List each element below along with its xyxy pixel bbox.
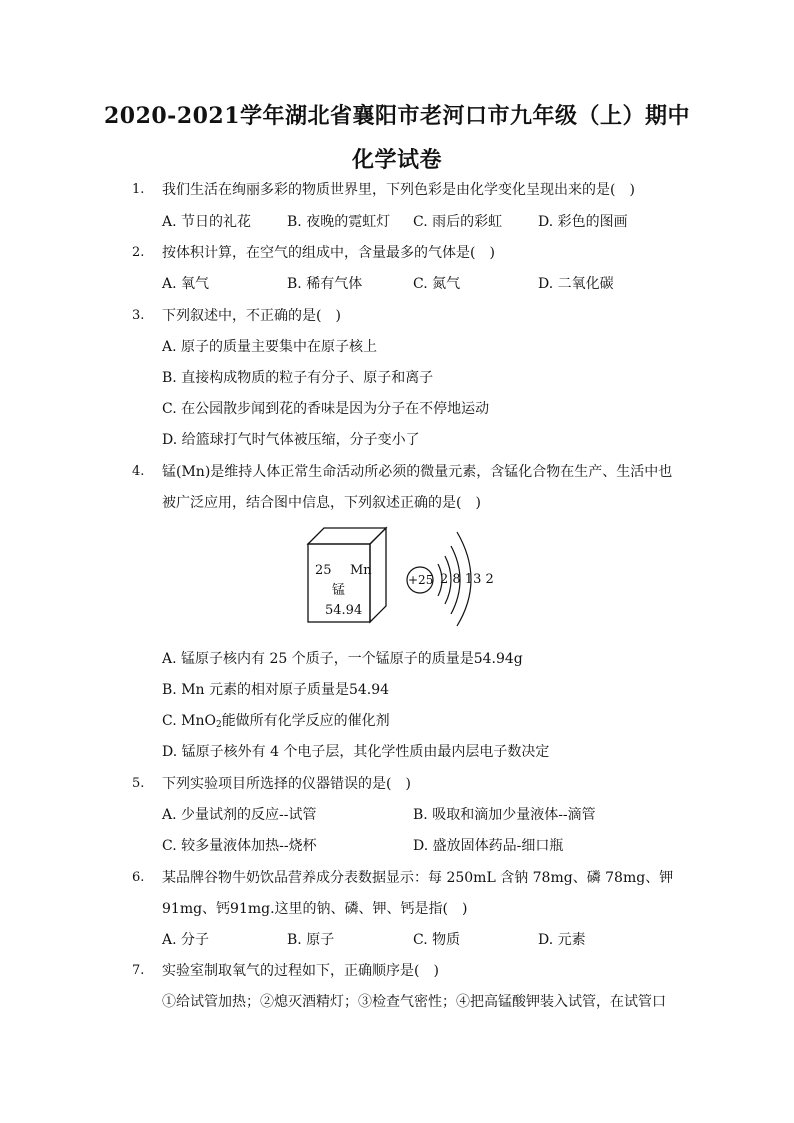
element-name: 锰 bbox=[332, 583, 346, 598]
question-number: 7. bbox=[132, 963, 145, 978]
question-number: 2. bbox=[132, 245, 145, 260]
question-text-line1: 锰(Mn)是维持人体正常生命活动所必须的微量元素，含锰化合物在生产、生活中也 bbox=[162, 464, 673, 480]
option-b: B. 直接构成物质的粒子有分子、原子和离子 bbox=[162, 370, 434, 386]
nucleus-charge: +25 bbox=[408, 573, 434, 587]
electron-counts: 2 8 13 2 bbox=[440, 572, 494, 587]
option-d: D. 给篮球打气时气体被压缩，分子变小了 bbox=[162, 432, 420, 448]
option-a: A. 锰原子核内有 25 个质子，一个锰原子的质量是54.94g bbox=[162, 651, 523, 667]
page-subtitle: 化学试卷 bbox=[351, 147, 442, 173]
question-number: 3. bbox=[132, 308, 145, 323]
atomic-mass: 54.94 bbox=[325, 603, 363, 618]
option-d: D. 锰原子核外有 4 个电子层，其化学性质由最内层电子数决定 bbox=[162, 744, 550, 760]
option-c: C. 物质 bbox=[413, 932, 461, 948]
option-d: D. 盛放固体药品-细口瓶 bbox=[413, 838, 564, 854]
option-d: D. 二氧化碳 bbox=[538, 276, 614, 292]
question-text: 我们生活在绚丽多彩的物质世界里，下列色彩是由化学变化呈现出来的是( ) bbox=[162, 182, 635, 198]
question-number: 5. bbox=[132, 776, 145, 791]
question-text-line1: 某品牌谷物牛奶饮品营养成分表数据显示：每 250mL 含钠 78mg、磷 78mg、钾 bbox=[162, 870, 674, 886]
option-b: B. Mn 元素的相对原子质量是54.94 bbox=[162, 682, 390, 698]
option-b: B. 稀有气体 bbox=[287, 276, 363, 292]
page-title: 2020-2021学年湖北省襄阳市老河口市九年级（上）期中 bbox=[103, 103, 691, 129]
option-d: D. 彩色的图画 bbox=[538, 214, 628, 230]
option-a: A. 少量试剂的反应--试管 bbox=[162, 807, 317, 823]
option-b: B. 吸取和滴加少量液体--滴管 bbox=[413, 807, 596, 823]
option-a: A. 分子 bbox=[162, 932, 210, 948]
question-number: 1. bbox=[132, 182, 145, 197]
option-c: C. 较多量液体加热--烧杯 bbox=[162, 838, 317, 854]
question-number: 4. bbox=[132, 464, 145, 479]
option-d: D. 元素 bbox=[538, 932, 586, 948]
option-b: B. 夜晚的霓虹灯 bbox=[287, 214, 391, 230]
option-a: A. 氧气 bbox=[162, 276, 210, 292]
question-text: 下列实验项目所选择的仪器错误的是( ) bbox=[162, 776, 411, 792]
option-a: A. 原子的质量主要集中在原子核上 bbox=[162, 339, 378, 355]
question-text: 下列叙述中，不正确的是( ) bbox=[162, 308, 341, 324]
element-symbol: Mn bbox=[350, 563, 372, 578]
option-c: C. 雨后的彩虹 bbox=[413, 214, 503, 230]
option-c: C. 氮气 bbox=[413, 276, 461, 292]
question-text: 按体积计算，在空气的组成中，含量最多的气体是( ) bbox=[162, 245, 495, 261]
atomic-number: 25 bbox=[315, 563, 332, 578]
question-number: 6. bbox=[132, 870, 145, 885]
option-b: B. 原子 bbox=[287, 932, 335, 948]
option-c: C. MnO$_2$能做所有化学反应的催化剂 bbox=[162, 713, 390, 730]
question-steps: ①给试管加热；②熄灭酒精灯；③检查气密性；④把高锰酸钾装入试管，在试管口 bbox=[162, 994, 666, 1010]
question-text-line2: 91mg、钙91mg.这里的钠、磷、钾、钙是指( ) bbox=[162, 901, 468, 917]
question-text: 实验室制取氧气的过程如下，正确顺序是( ) bbox=[162, 963, 439, 979]
option-c: C. 在公园散步闻到花的香味是因为分子在不停地运动 bbox=[162, 401, 490, 417]
option-a: A. 节日的礼花 bbox=[162, 214, 252, 230]
question-text-line2: 被广泛应用，结合图中信息，下列叙述正确的是( ) bbox=[162, 495, 481, 511]
